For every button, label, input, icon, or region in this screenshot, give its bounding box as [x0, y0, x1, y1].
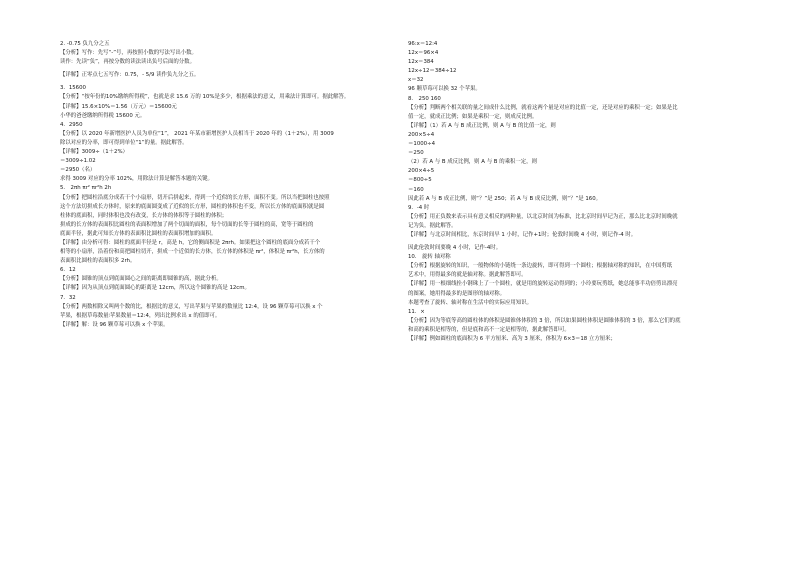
- text-line: 10． 旋转 轴对称: [408, 254, 451, 261]
- text-line: 12x＝96×4: [408, 50, 439, 57]
- text-line: 【详解】用一根细线拴小钢珠上了一个圆柱，就是用的旋转运动得到的；小玲要玩剪纸，她总能事半功倍剪出漂亮: [408, 281, 678, 288]
- text-line: 96 颗草莓可以换 32 个苹果。: [408, 86, 481, 93]
- text-line: 【分析】写作：先写“-”号，再按照小数的写法写出小数。: [60, 50, 197, 57]
- text-line: 【详解】（1）若 A 与 B 成正比例，则 A 与 B 的比值一定，则: [408, 122, 556, 129]
- text-line: 【分析】圆锥的顶点到底面圆心之间的距离即圆锥的高，据此分析。: [60, 276, 222, 283]
- text-line: 柱体的底面积，同时体积也没有改变，长方体的体积等于圆柱的体积；: [60, 212, 228, 219]
- text-line: 求得 3009 对应的分率 102%，用除法计算是解答本题的关键。: [60, 176, 213, 183]
- text-line: 因此伦敦时间要晚 4 小时，记作-4时。: [408, 245, 502, 252]
- text-line: 【详解】由分析可得：圆柱的底面半径是 r，高是 h，它的侧面积是 2πrh。如果把这个圆柱的底面分成若干个: [60, 239, 321, 246]
- text-line: 值一定，就成正比例；如果是乘积一定，则成反比例。: [408, 113, 538, 120]
- text-line: 拼成的长方体的表面积比圆柱的表面积增加了两个切面的面积，每个切面的长等于圆柱的高，宽等于圆柱的: [60, 221, 314, 228]
- text-line: 2. -0.75 负九分之五: [60, 41, 110, 47]
- text-line: ＝160: [408, 186, 424, 193]
- left-column: [60, 40, 398, 330]
- text-line: x＝32: [408, 77, 424, 84]
- text-line: ＝800÷5: [408, 177, 432, 184]
- text-line: 【分析】“按年份的10%缴纳所得税”，也就是求 15.6 万的 10%是多少，根据乘法的意义，用乘法计算即可。据此解答。: [60, 94, 350, 101]
- text-line: 【分析】以 2020 年新增医护人员为单位“1”， 2021 年某市新增医护人员相当于 2020 年的（1＋2%），用 3009: [60, 130, 334, 137]
- text-line: 小华的爸爸缴纳所得税 15600 元。: [60, 112, 146, 119]
- text-line: 7．32: [60, 294, 76, 301]
- text-line: 12x＝384: [408, 59, 434, 66]
- text-line: （2）若 A 与 B 成反比例，则 A 与 B 的乘积一定，则: [408, 159, 537, 166]
- text-line: 【详解】3009÷（1＋2%）: [60, 149, 128, 156]
- text-line: 9．-4 时: [408, 204, 430, 211]
- text-line: 【详解】正零点七五写作：0.75，- 5/9 读作负九分之五。: [60, 72, 200, 79]
- text-line: 6．12: [60, 267, 76, 274]
- text-line: 200×5÷4: [408, 131, 435, 138]
- text-line: 相等的小扇形，沿着份和高把圆柱切开，拼成一个近似的长方体，长方体的体积是 πr²，体积是 πr²h，长方体的: [60, 249, 325, 256]
- text-line: 【详解】与北京时间相比，东京时间早 1 小时，记作+1时；伦敦时间晚 4 小时，则记作-4 时。: [408, 231, 637, 238]
- text-line: 【详解】15.6×10%＝1.56（万元）＝15600元: [60, 103, 177, 110]
- text-line: 的图案，她用得最多的是图形的轴对称。: [408, 290, 506, 297]
- text-line: 这个方法切拼成长方体时，原来的底面圆变成了近似的长方形，圆柱的体积也不变，所以长方体的底面积就是圆: [60, 203, 325, 210]
- text-line: 【详解】因为从顶点到底面圆心的距离是 12cm，所以这个圆锥的高是 12cm。: [60, 285, 250, 292]
- text-line: 底面半径，据此可知长方体的表面积比圆柱的表面积增加的面积。: [60, 230, 217, 237]
- text-line: 【详解】解：设 96 颗草莓可以换 x 个苹果。: [60, 321, 169, 328]
- text-line: 3．15600: [60, 85, 86, 92]
- text-line: 12x÷12＝384÷12: [408, 68, 457, 75]
- text-line: 读作：先读“负”，再按分数的读法读出负号后面的分数。: [60, 59, 195, 66]
- text-line: 【分析】把圆柱沿底分成若干个小扇形，切开后拼起来，得到一个近似的长方形，面积不变。所以当把圆柱也按照: [60, 194, 330, 201]
- text-line: 艺术中，用得最多的就是轴对称。据此解答即可。: [408, 272, 527, 279]
- text-line: 5． 2πh πr² πr²h 2h: [60, 185, 112, 192]
- text-line: 【分析】因为等底等高的圆柱体的体积是圆锥体体积的 3 倍，所以如果圆柱体积是圆锥体积的 3 倍，那么它们的底: [408, 317, 681, 324]
- text-line: 【分析】判断两个相关联的量之间成什么比例，就看这两个量是对应的比值一定，还是对应的乘积一定；如果是比: [408, 104, 678, 111]
- text-line: 8． 250 160: [408, 95, 441, 102]
- text-line: 记为负，据此解答。: [408, 222, 457, 229]
- text-line: 【详解】例如圆柱的底面积为 6 平方厘米、高为 3 厘米，体积为 6×3＝18 立方厘米；: [408, 336, 616, 342]
- text-line: 和高的乘积是相等的，但是底和高不一定是相等的，据此解答即可。: [408, 326, 570, 333]
- text-line: ＝2950（名）: [60, 167, 96, 174]
- text-line: 11．×: [408, 308, 425, 315]
- text-line: 除以对应的分率，即可得到单位“1”的量。据此解答。: [60, 139, 188, 146]
- text-line: 苹果，根据草莓数量∶苹果数量＝12:4，列出比例求出 x 的值即可。: [60, 312, 221, 319]
- text-line: 4．2950: [60, 121, 83, 128]
- text-line: 本题考查了旋转、轴对称在生活中的实际应用知识。: [408, 299, 532, 306]
- text-line: 200×4÷5: [408, 168, 435, 175]
- text-line: 因此若 A 与 B 成正比例，则“？”是 250；若 A 与 B 成反比例，则“？”是 160。: [408, 195, 602, 202]
- text-line: ＝3009÷1.02: [60, 158, 96, 165]
- text-line: 【分析】用正负数来表示具有意义相反的两种量，以北京时间为标准，比北京时间早记为正，那么比北京时间晚就: [408, 213, 678, 220]
- text-line: 表面积比圆柱的表面积多 2rh。: [60, 258, 136, 265]
- text-line: ＝1000÷4: [408, 141, 436, 148]
- text-line: 96:x＝12:4: [408, 41, 438, 47]
- text-line: 【分析】根据旋转的知识，一般物体的小链绕一条边旋转，即可得到一个圆柱；根据轴对称的知识，在中国剪纸: [408, 263, 673, 270]
- text-line: 【分析】两数相除又叫两个数的比，根据比的意义，写出苹果与苹果的数量比 12:4，设 96 颗草莓可以换 x 个: [60, 303, 323, 310]
- right-column: [408, 40, 746, 344]
- text-line: ＝250: [408, 150, 424, 157]
